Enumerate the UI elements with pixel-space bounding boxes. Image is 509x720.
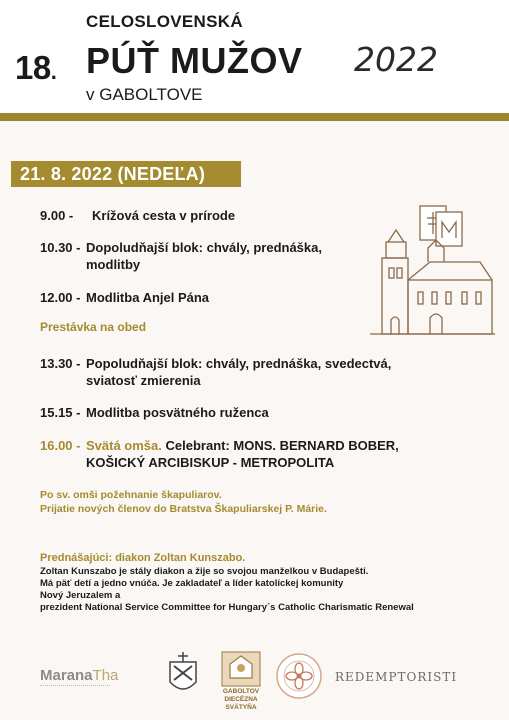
program-item bbox=[40, 355, 391, 389]
program-text: Popoludňajší blok: chvály, prednáška, svedectvá, sviatosť zmierenia bbox=[86, 356, 392, 388]
gaboltov-shrine-icon bbox=[218, 648, 264, 688]
program-time: 15.15 - bbox=[40, 405, 81, 420]
page-title: PÚŤ MUŽOV bbox=[86, 40, 303, 81]
header-year: 2022 bbox=[354, 40, 438, 79]
marana-tha-logo: MaranaTha bbox=[40, 667, 119, 684]
mass-time: 16.00 - bbox=[40, 438, 81, 453]
program-text: Dopoludňajší blok: chvály, prednáška, modlitby bbox=[86, 240, 322, 272]
program-text: Krížová cesta v prírode bbox=[92, 208, 236, 223]
speaker-bio: Zoltan Kunszabo je stály diakon a žije so svojou manželkou v Budapešti. Má päť detí a jedno vnúča. Je zakladateľ a líder katolíckej komunity Nový Jeruzalem a prezident National Service Committee for Hungary´s Catholic Charismatic Renewal bbox=[40, 566, 414, 613]
header-line-1: CELOSLOVENSKÁ bbox=[86, 12, 243, 31]
program-time: 13.30 - bbox=[40, 356, 81, 371]
flower-seal-icon bbox=[275, 652, 323, 700]
program-time: 12.00 - bbox=[40, 290, 81, 305]
mass-item bbox=[40, 437, 399, 471]
program-item bbox=[40, 239, 322, 273]
mass-text: Svätá omša. Celebrant: MONS. BERNARD BOBER, KOŠICKÝ ARCIBISKUP - METROPOLITA bbox=[86, 438, 399, 470]
coat-of-arms-icon bbox=[166, 650, 200, 698]
church-illustration bbox=[370, 200, 495, 336]
redemptoristi-logo: REDEMPTORISTI bbox=[335, 670, 458, 684]
break-label: Prestávka na obed bbox=[40, 320, 147, 334]
program-text: Modlitba Anjel Pána bbox=[86, 290, 210, 305]
header-location: v GABOLTOVE bbox=[86, 85, 203, 104]
program-time: 9.00 - bbox=[40, 208, 74, 223]
date-badge: 21. 8. 2022 (NEDEĽA) bbox=[11, 161, 241, 187]
speaker-heading: Prednášajúci: diakon Zoltan Kunszabo. bbox=[40, 552, 246, 564]
header-divider bbox=[0, 113, 509, 121]
after-mass-line-1: Po sv. omši požehnanie škapuliarov. bbox=[40, 489, 222, 501]
header bbox=[0, 0, 509, 112]
program-item bbox=[40, 289, 209, 306]
after-mass-line-2: Prijatie nových členov do Bratstva Škapuliarskej P. Márie. bbox=[40, 503, 327, 515]
marana-underline bbox=[40, 685, 110, 687]
program-item bbox=[40, 207, 235, 224]
program-time: 10.30 - bbox=[40, 240, 81, 255]
edition-number: 18. bbox=[15, 49, 57, 86]
program-item bbox=[40, 404, 269, 421]
program-text: Modlitba posvätného ruženca bbox=[86, 405, 269, 420]
gaboltov-shrine-text: GABOLTOV DIECÉZNA SVÄTYŇA bbox=[222, 688, 260, 711]
